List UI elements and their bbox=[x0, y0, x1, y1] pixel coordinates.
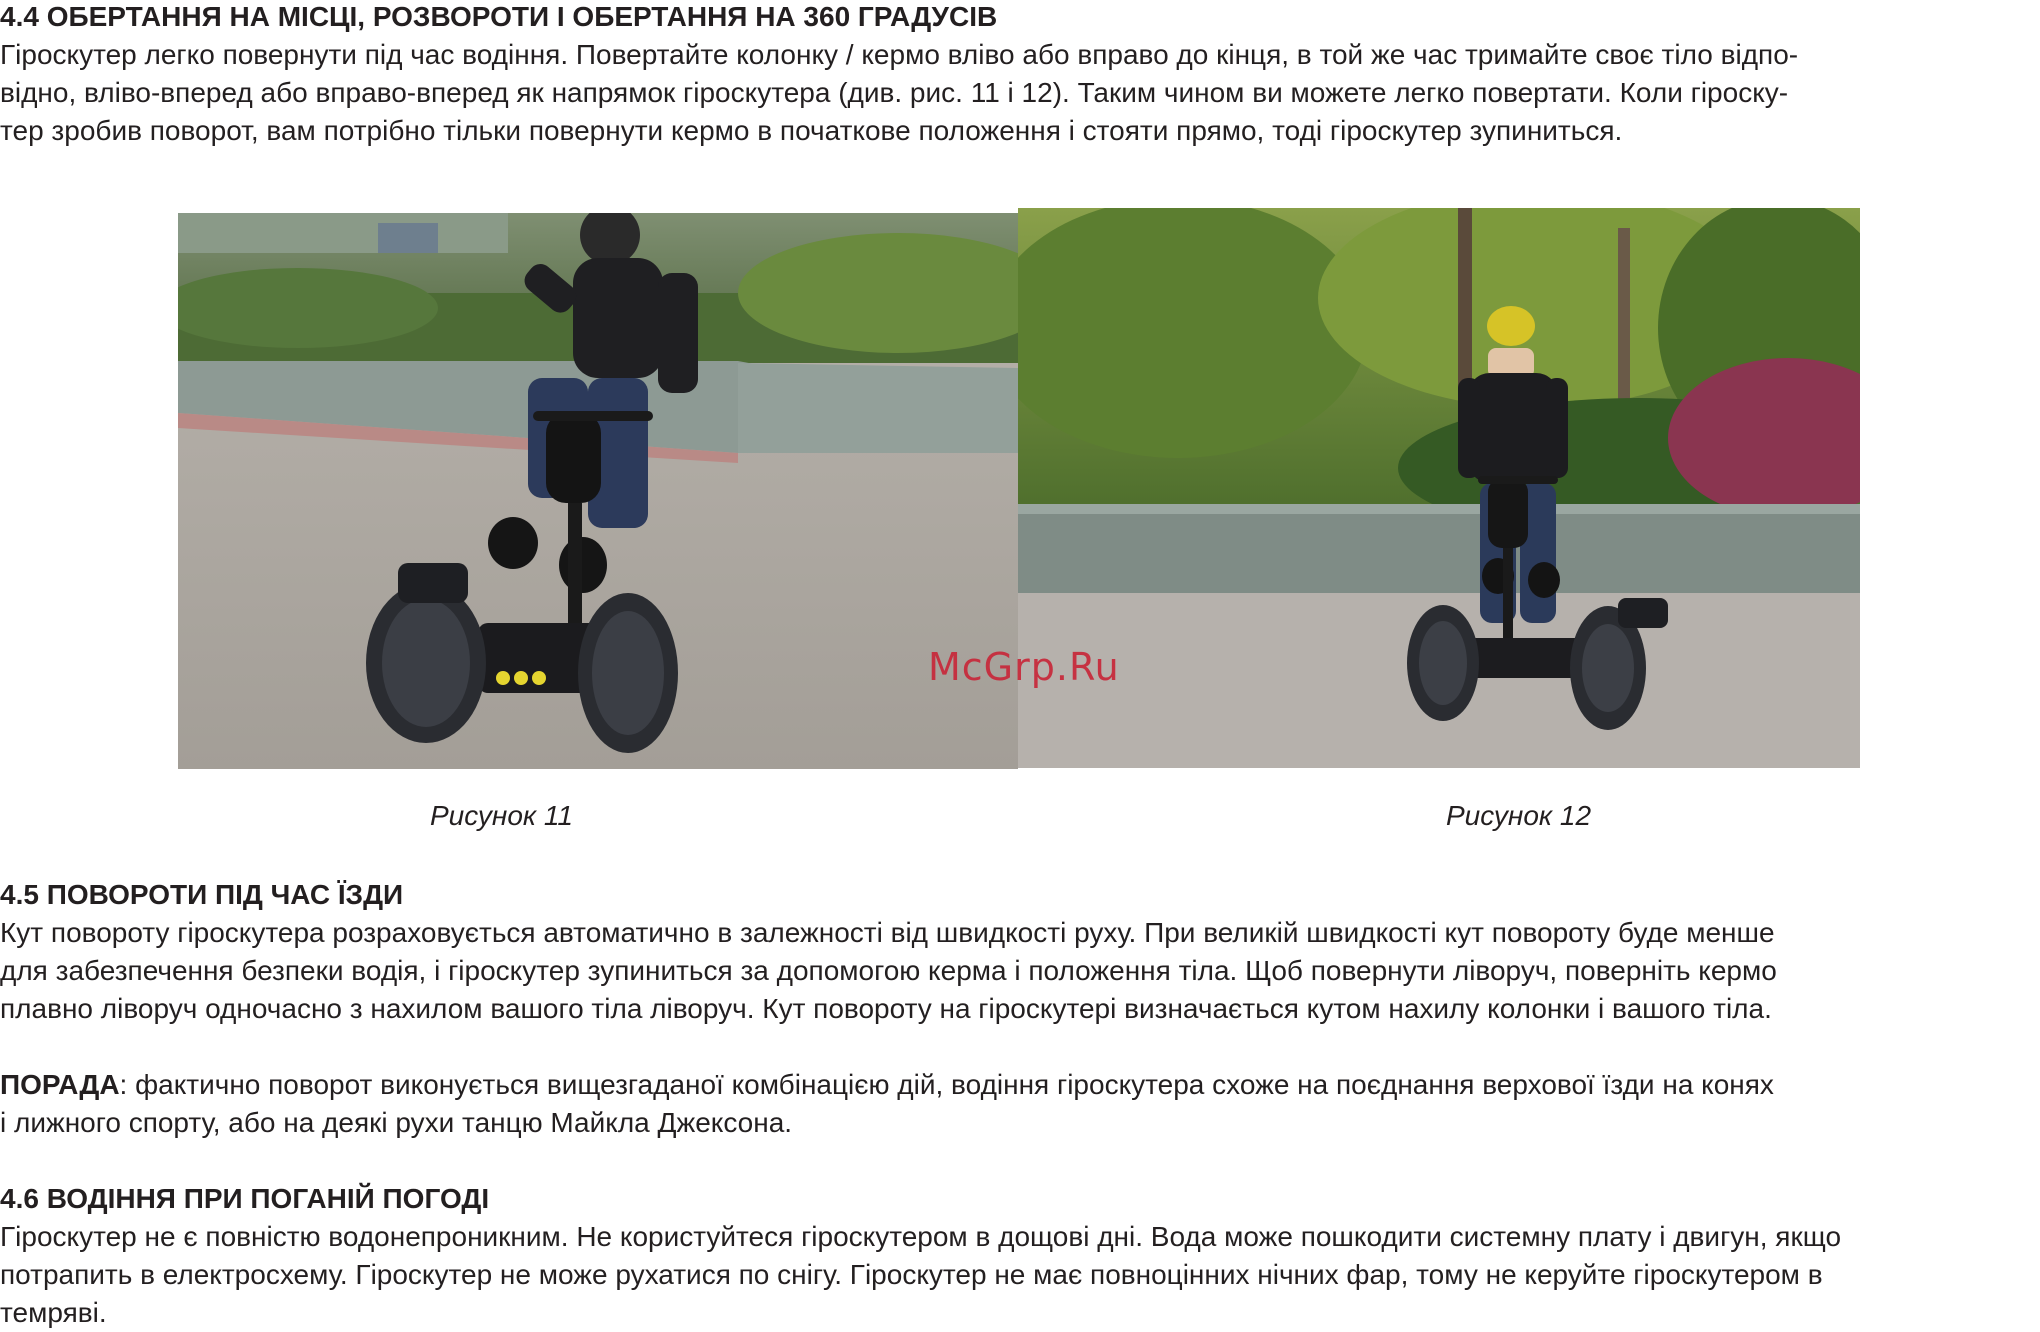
section-4-6-line-2: потрапить в електросхему. Гіроскутер не може рухатися по снігу. Гіроскутер не має повноцінних нічних фар, тому не керуйте гіроскутером в bbox=[0, 1259, 1823, 1290]
section-4-4-heading: 4.4 ОБЕРТАННЯ НА МІСЦІ, РОЗВОРОТИ І ОБЕРТАННЯ НА 360 ГРАДУСІВ bbox=[0, 1, 998, 32]
section-4-6-heading: 4.6 ВОДІННЯ ПРИ ПОГАНІЙ ПОГОДІ bbox=[0, 1183, 490, 1214]
section-4-5-line-1: Кут повороту гіроскутера розраховується автоматично в залежності від швидкості руху. При великій швидкості кут повороту буде менше bbox=[0, 917, 1775, 948]
section-4-6-line-3: темряві. bbox=[0, 1297, 107, 1328]
tip-text: : фактично поворот виконується вищезгаданої комбінацією дій, водіння гіроскутера схоже на поєднання верхової їзди на конях bbox=[119, 1069, 1774, 1100]
section-4-6-line-1: Гіроскутер не є повністю водонепроникним. Не користуйтеся гіроскутером в дощові дні. Вода може пошкодити системну плату і двигун, якщо bbox=[0, 1221, 1842, 1252]
figure-12-caption: Рисунок 12 bbox=[1446, 800, 1592, 831]
figure-12-photo bbox=[1018, 208, 1860, 768]
tip-label: ПОРАДА bbox=[0, 1069, 120, 1100]
tip-line-2: і лижного спорту, або на деякі рухи танцю Майкла Джексона. bbox=[0, 1107, 793, 1138]
section-4-5-line-2: для забезпечення безпеки водія, і гіроскутер зупиниться за допомогою керма і положення тіла. Щоб повернути ліворуч, поверніть кермо bbox=[0, 955, 1777, 986]
section-4-5-heading: 4.5 ПОВОРОТИ ПІД ЧАС ЇЗДИ bbox=[0, 879, 404, 910]
section-4-4-line-3: тер зробив поворот, вам потрібно тільки повернути кермо в початкове положення і стояти прямо, тоді гіроскутер зупиниться. bbox=[0, 115, 1623, 146]
tip-line-1 bbox=[0, 1066, 1774, 1104]
section-4-4-line-1: Гіроскутер легко повернути під час водіння. Повертайте колонку / кермо вліво або вправо до кінця, в той же час тримайте своє тіло відпо- bbox=[0, 39, 1799, 70]
figure-11-photo bbox=[178, 213, 1018, 769]
figure-11-caption: Рисунок 11 bbox=[430, 800, 573, 831]
section-4-5-line-3: плавно ліворуч одночасно з нахилом вашого тіла ліворуч. Кут повороту на гіроскутері визначається кутом нахилу колонки і вашого тіла. bbox=[0, 993, 1772, 1024]
section-4-4-line-2: відно, вліво-вперед або вправо-вперед як напрямок гіроскутера (див. рис. 11 і 12). Таким чином ви можете легко повертати. Коли гіроску- bbox=[0, 77, 1789, 108]
watermark: McGrp.Ru bbox=[928, 645, 1120, 689]
